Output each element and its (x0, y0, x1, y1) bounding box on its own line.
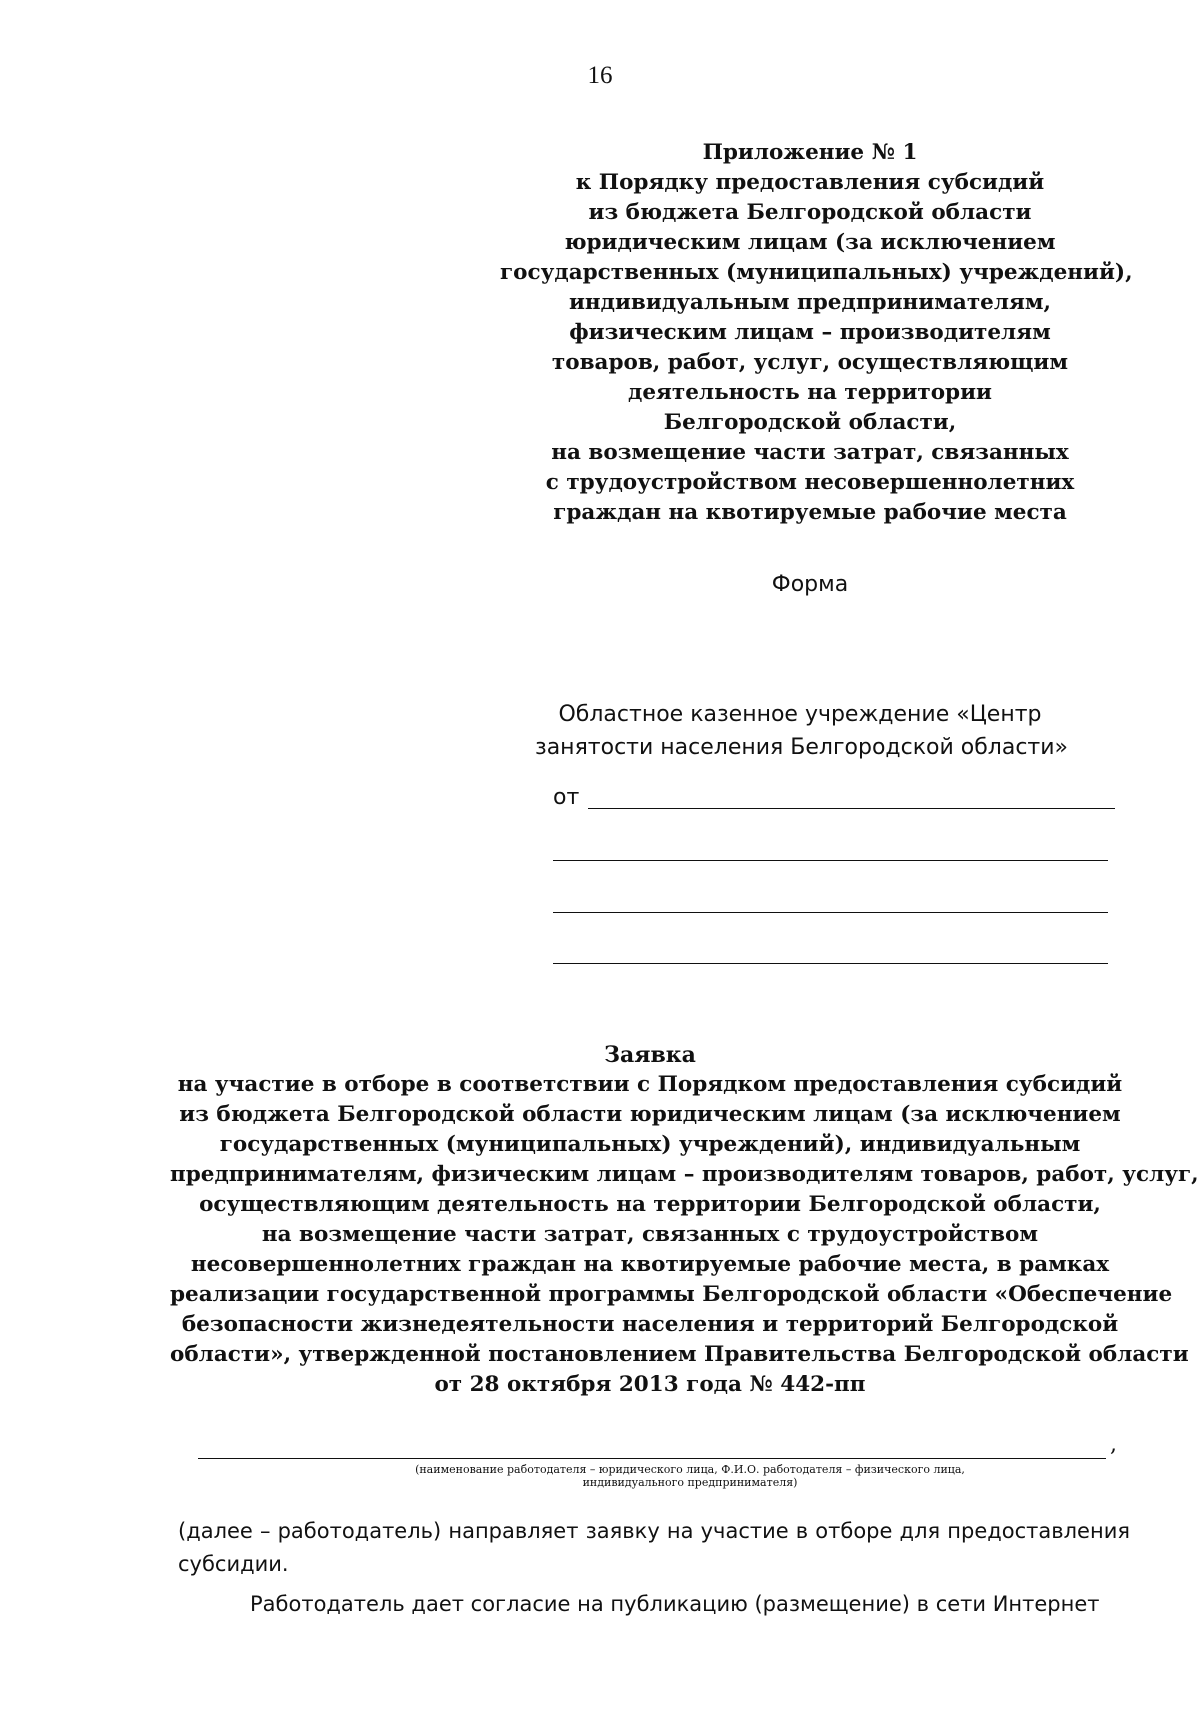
title-line: безопасности жизнедеятельности населения и территорий Белгородской (181, 1312, 1119, 1337)
appendix-line: индивидуальным предпринимателям, (568, 290, 1052, 315)
addressee-line: занятости населения Белгородской области» (535, 735, 1068, 760)
title-line: области», утвержденной постановлением Правительства Белгородской области (170, 1342, 1189, 1367)
title-line: на возмещение части затрат, связанных с трудоустройством (261, 1222, 1039, 1247)
addressee-line: Областное казенное учреждение «Центр (558, 702, 1042, 727)
from-label: от (553, 785, 580, 810)
appendix-line: физическим лицам – производителям (569, 320, 1051, 345)
appendix-line: граждан на квотируемые рабочие места (553, 500, 1067, 525)
body-paragraph-2: Работодатель дает согласие на публикацию (размещение) в сети Интернет (250, 1592, 1100, 1616)
appendix-line: из бюджета Белгородской области (588, 200, 1032, 225)
form-label: Форма (771, 572, 849, 597)
caption-line: (наименование работодателя – юридического лица, Ф.И.О. работодателя – физического лица, (415, 1463, 965, 1476)
title-line: государственных (муниципальных) учреждений), индивидуальным (219, 1132, 1081, 1157)
appendix-header (500, 138, 1133, 528)
appendix-line: к Порядку предоставления субсидий (575, 170, 1045, 195)
employer-field-caption (200, 1463, 1180, 1489)
application-heading: Заявка (604, 1042, 696, 1068)
appendix-line: Белгородской области, (663, 410, 957, 435)
title-line: осуществляющим деятельность на территории Белгородской области, (199, 1192, 1101, 1217)
employer-name-field[interactable] (198, 1458, 1106, 1459)
appendix-line: Приложение № 1 (702, 140, 918, 165)
title-line: от 28 октября 2013 года № 442-пп (434, 1372, 866, 1397)
from-field-line-2[interactable] (553, 860, 1108, 861)
from-field-line-3[interactable] (553, 912, 1108, 913)
appendix-line: деятельность на территории (628, 380, 992, 405)
appendix-line: юридическим лицам (за исключением (564, 230, 1056, 255)
body-paragraph-1: (далее – работодатель) направляет заявку на участие в отборе для предоставления субсидии. (178, 1519, 1130, 1576)
title-line: несовершеннолетних граждан на квотируемые рабочие места, в рамках (190, 1252, 1110, 1277)
title-line: предпринимателям, физическим лицам – производителям товаров, работ, услуг, (170, 1162, 1199, 1187)
title-line: из бюджета Белгородской области юридическим лицам (за исключением (179, 1102, 1121, 1127)
appendix-line: на возмещение части затрат, связанных (551, 440, 1069, 465)
appendix-line: товаров, работ, услуг, осуществляющим (551, 350, 1069, 375)
title-line: на участие в отборе в соответствии с Порядком предоставления субсидий (177, 1072, 1123, 1097)
appendix-line: государственных (муниципальных) учреждений), (500, 260, 1133, 285)
from-field-line-4[interactable] (553, 963, 1108, 964)
page-number: 16 (587, 62, 613, 89)
caption-line: индивидуального предпринимателя) (582, 1476, 798, 1489)
employer-field-comma: , (1110, 1432, 1117, 1457)
application-title (170, 1040, 1199, 1400)
appendix-line: с трудоустройством несовершеннолетних (545, 470, 1075, 495)
title-line: реализации государственной программы Белгородской области «Обеспечение (170, 1282, 1173, 1307)
addressee-block (535, 698, 1068, 764)
from-field-line-1[interactable] (588, 808, 1115, 809)
